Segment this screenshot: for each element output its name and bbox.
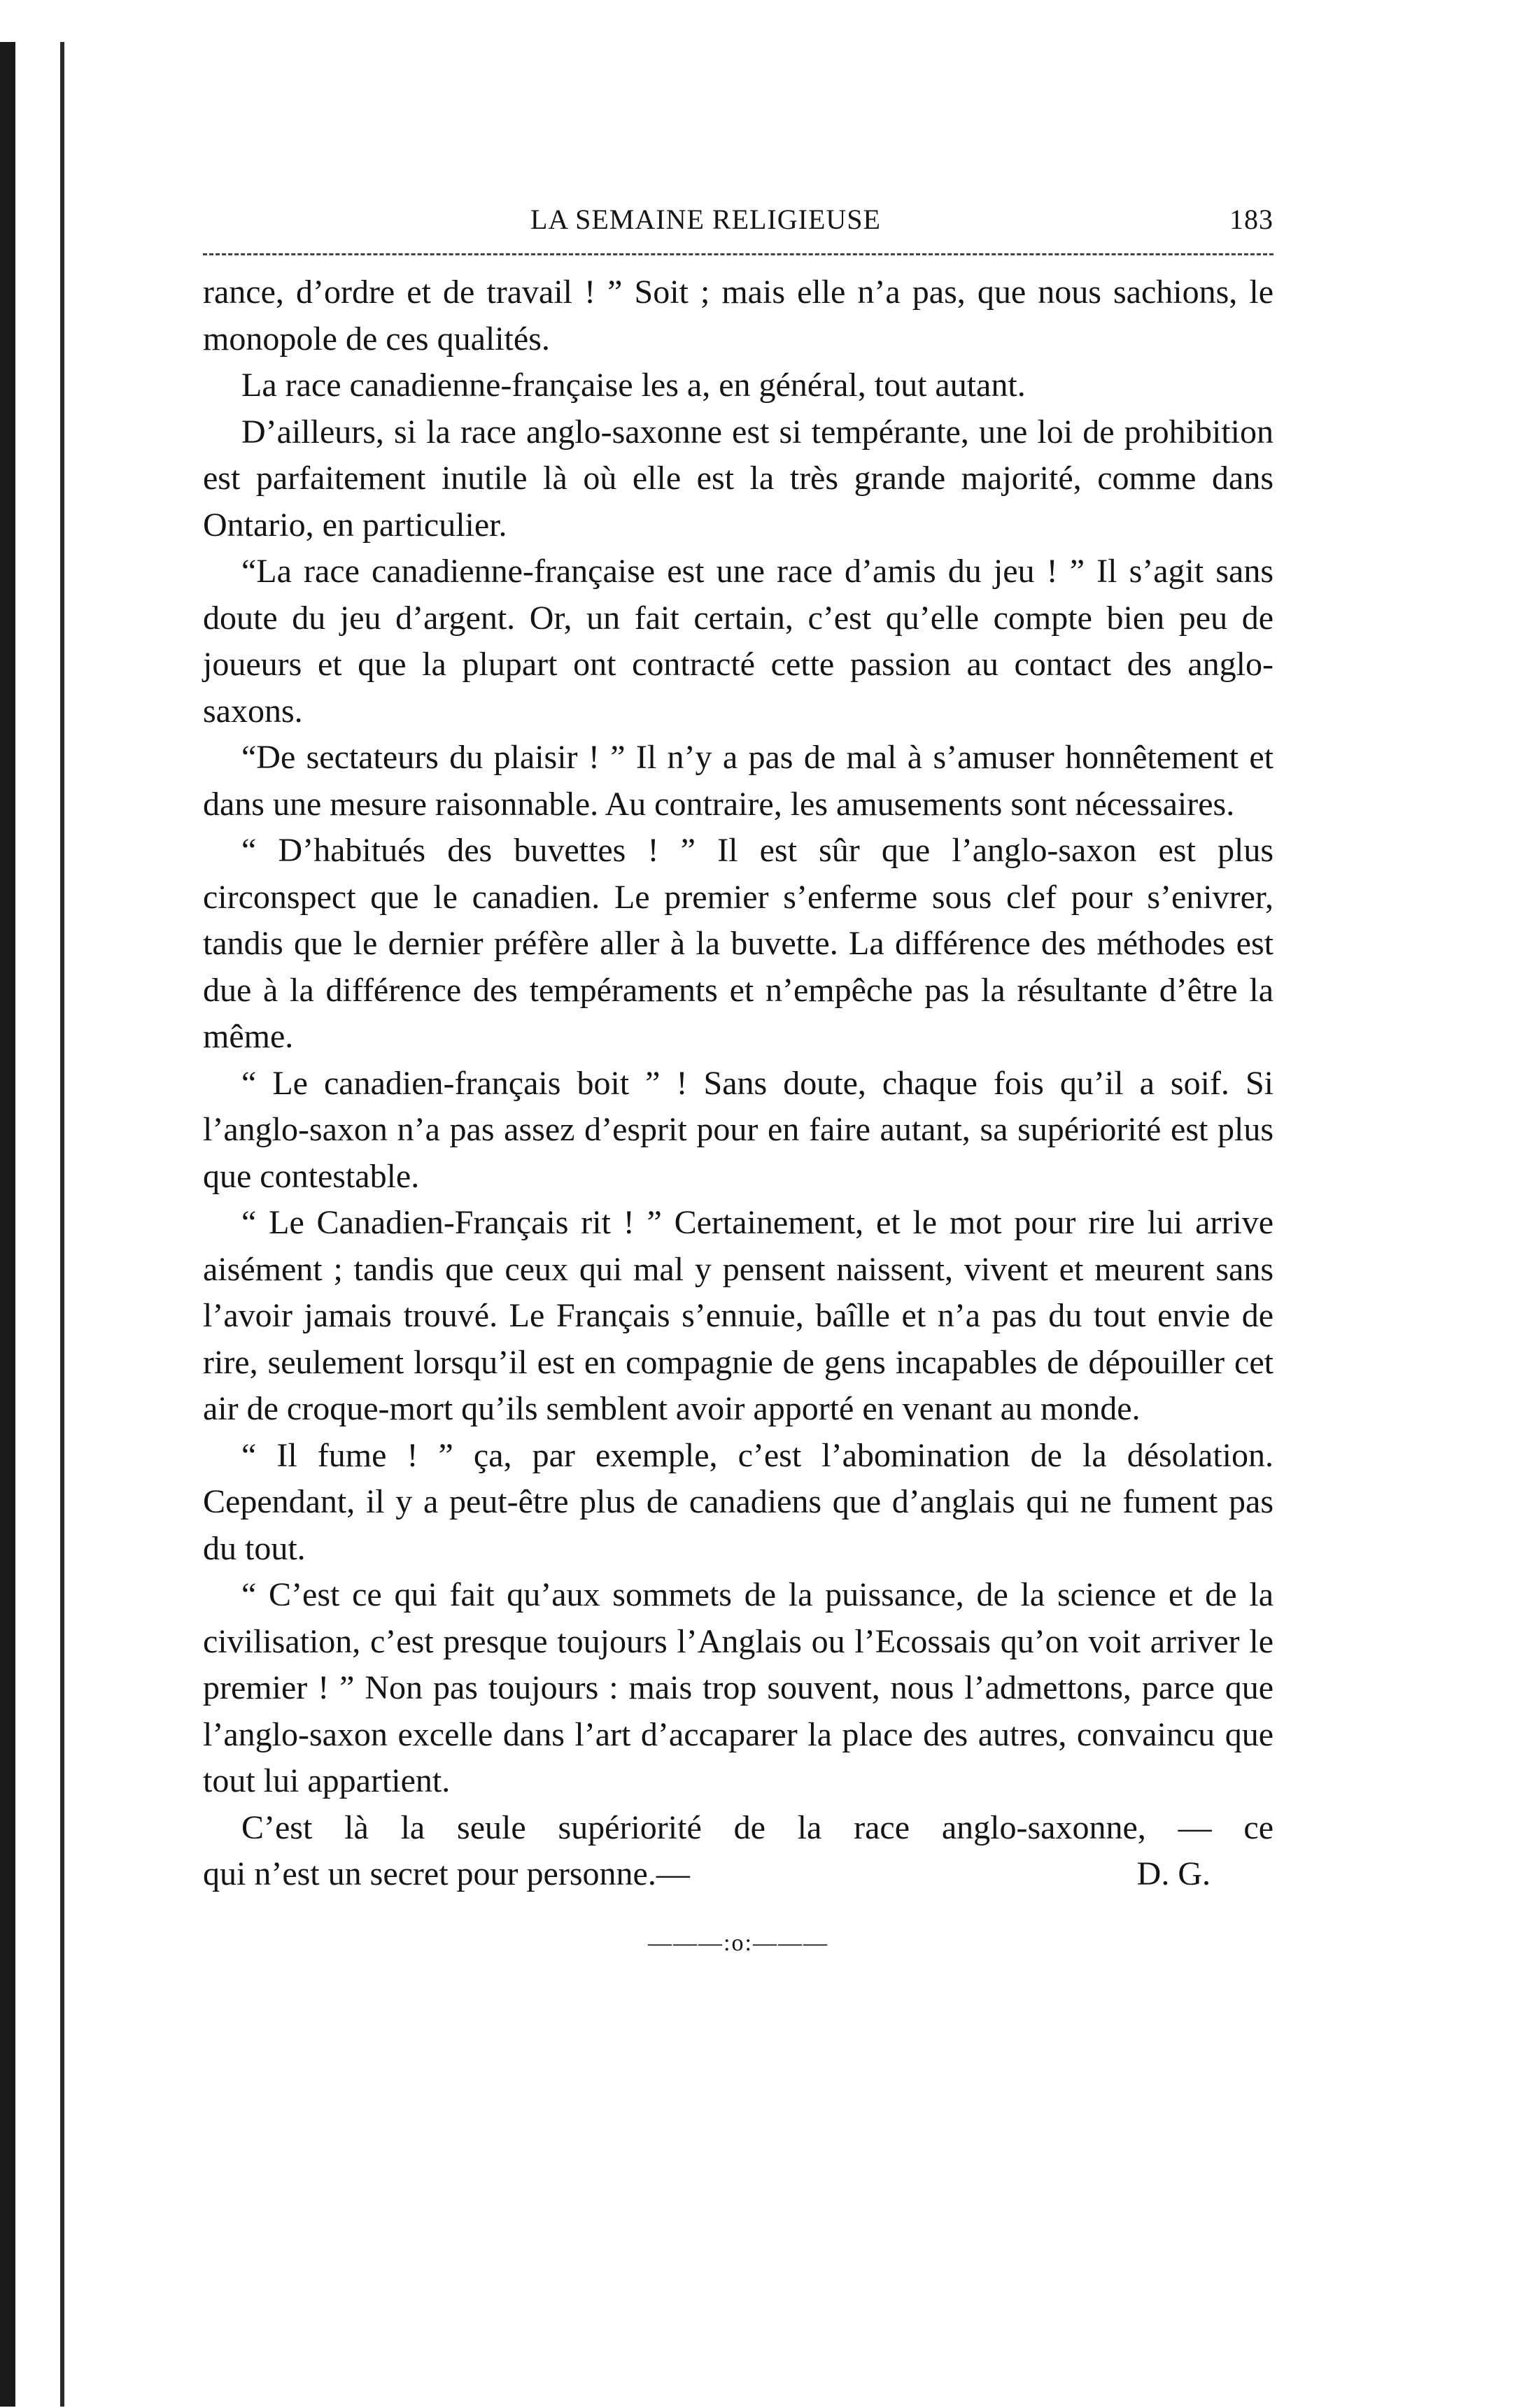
header-rule — [203, 253, 1274, 255]
paragraph: “ Le canadien-français boit ” ! Sans doute, chaque fois qu’il a soif. Si l’anglo-saxon n’a pas assez d’esprit pour en faire autant, sa supériorité est plus que contestable. — [203, 1064, 1274, 1195]
book-page — [203, 203, 1274, 1957]
closing-text: qui n’est un secret pour personne.— — [203, 1855, 690, 1892]
paragraph: rance, d’ordre et de travail ! ” Soit ; mais elle n’a pas, que nous sachions, le monopole de ces qualités. — [203, 274, 1274, 357]
paragraph: “ D’habitués des buvettes ! ” Il est sûr que l’anglo-saxon est plus circonspect que le canadien. Le premier s’enferme sous clef pour s’enivrer, tandis que le dernier préfère aller à la buvette. La différence des méthodes est due à la différence des tempéraments et n’empêche pas la résultante d’être la même. — [203, 832, 1274, 1055]
scan-binding-line — [60, 42, 64, 2407]
paragraph: La race canadienne-française les a, en général, tout autant. — [241, 367, 1026, 404]
page-header — [203, 203, 1274, 243]
paragraph: C’est là la seule supériorité de la race anglo-saxonne, — ce — [241, 1808, 1274, 1846]
article-body — [203, 269, 1274, 1851]
closing-line — [203, 1851, 1274, 1898]
paragraph: “ Le Canadien-Français rit ! ” Certainement, et le mot pour rire lui arrive aisément ; tandis que ceux qui mal y pensent naissent, vivent et meurent sans l’avoir jamais trouvé. Le Français s’ennuie, baîlle et n’a pas du tout envie de rire, seulement lorsqu’il est en compagnie de gens incapables de dépouiller cet air de croque-mort qu’ils semblent avoir apporté en venant au monde. — [203, 1204, 1274, 1427]
page-number: 183 — [1229, 204, 1274, 235]
paragraph: “ Il fume ! ” ça, par exemple, c’est l’abomination de la désolation. Cependant, il y a peut-être plus de canadiens que d’anglais qui ne fument pas du tout. — [203, 1436, 1274, 1567]
paragraph: “ C’est ce qui fait qu’aux sommets de la puissance, de la science et de la civilisation, c’est presque toujours l’Anglais ou l’Ecossais qu’on voit arriver le premier ! ” Non pas toujours : mais trop souvent, nous l’admettons, parce que l’anglo-saxon excelle dans l’art d’accaparer la place des autres, convaincu que tout lui appartient. — [203, 1576, 1274, 1799]
scan-edge-shadow — [0, 42, 15, 2407]
paragraph: “La race canadienne-française est une race d’amis du jeu ! ” Il s’agit sans doute du jeu d’argent. Or, un fait certain, c’est qu’elle compte bien peu de joueurs et que la plupart ont contracté cette passion au contact des anglo-saxons. — [203, 553, 1274, 730]
running-title: LA SEMAINE RELIGIEUSE — [530, 204, 881, 235]
end-ornament: ———:o:——— — [648, 1929, 828, 1956]
author-signature: D. G. — [1136, 1855, 1211, 1892]
paragraph: “De sectateurs du plaisir ! ” Il n’y a pas de mal à s’amuser honnêtement et dans une mesure raisonnable. Au contraire, les amusements sont nécessaires. — [203, 739, 1274, 823]
paragraph: D’ailleurs, si la race anglo-saxonne est si tempérante, une loi de prohibition est parfaitement inutile là où elle est la très grande majorité, comme dans Ontario, en particulier. — [203, 413, 1274, 544]
